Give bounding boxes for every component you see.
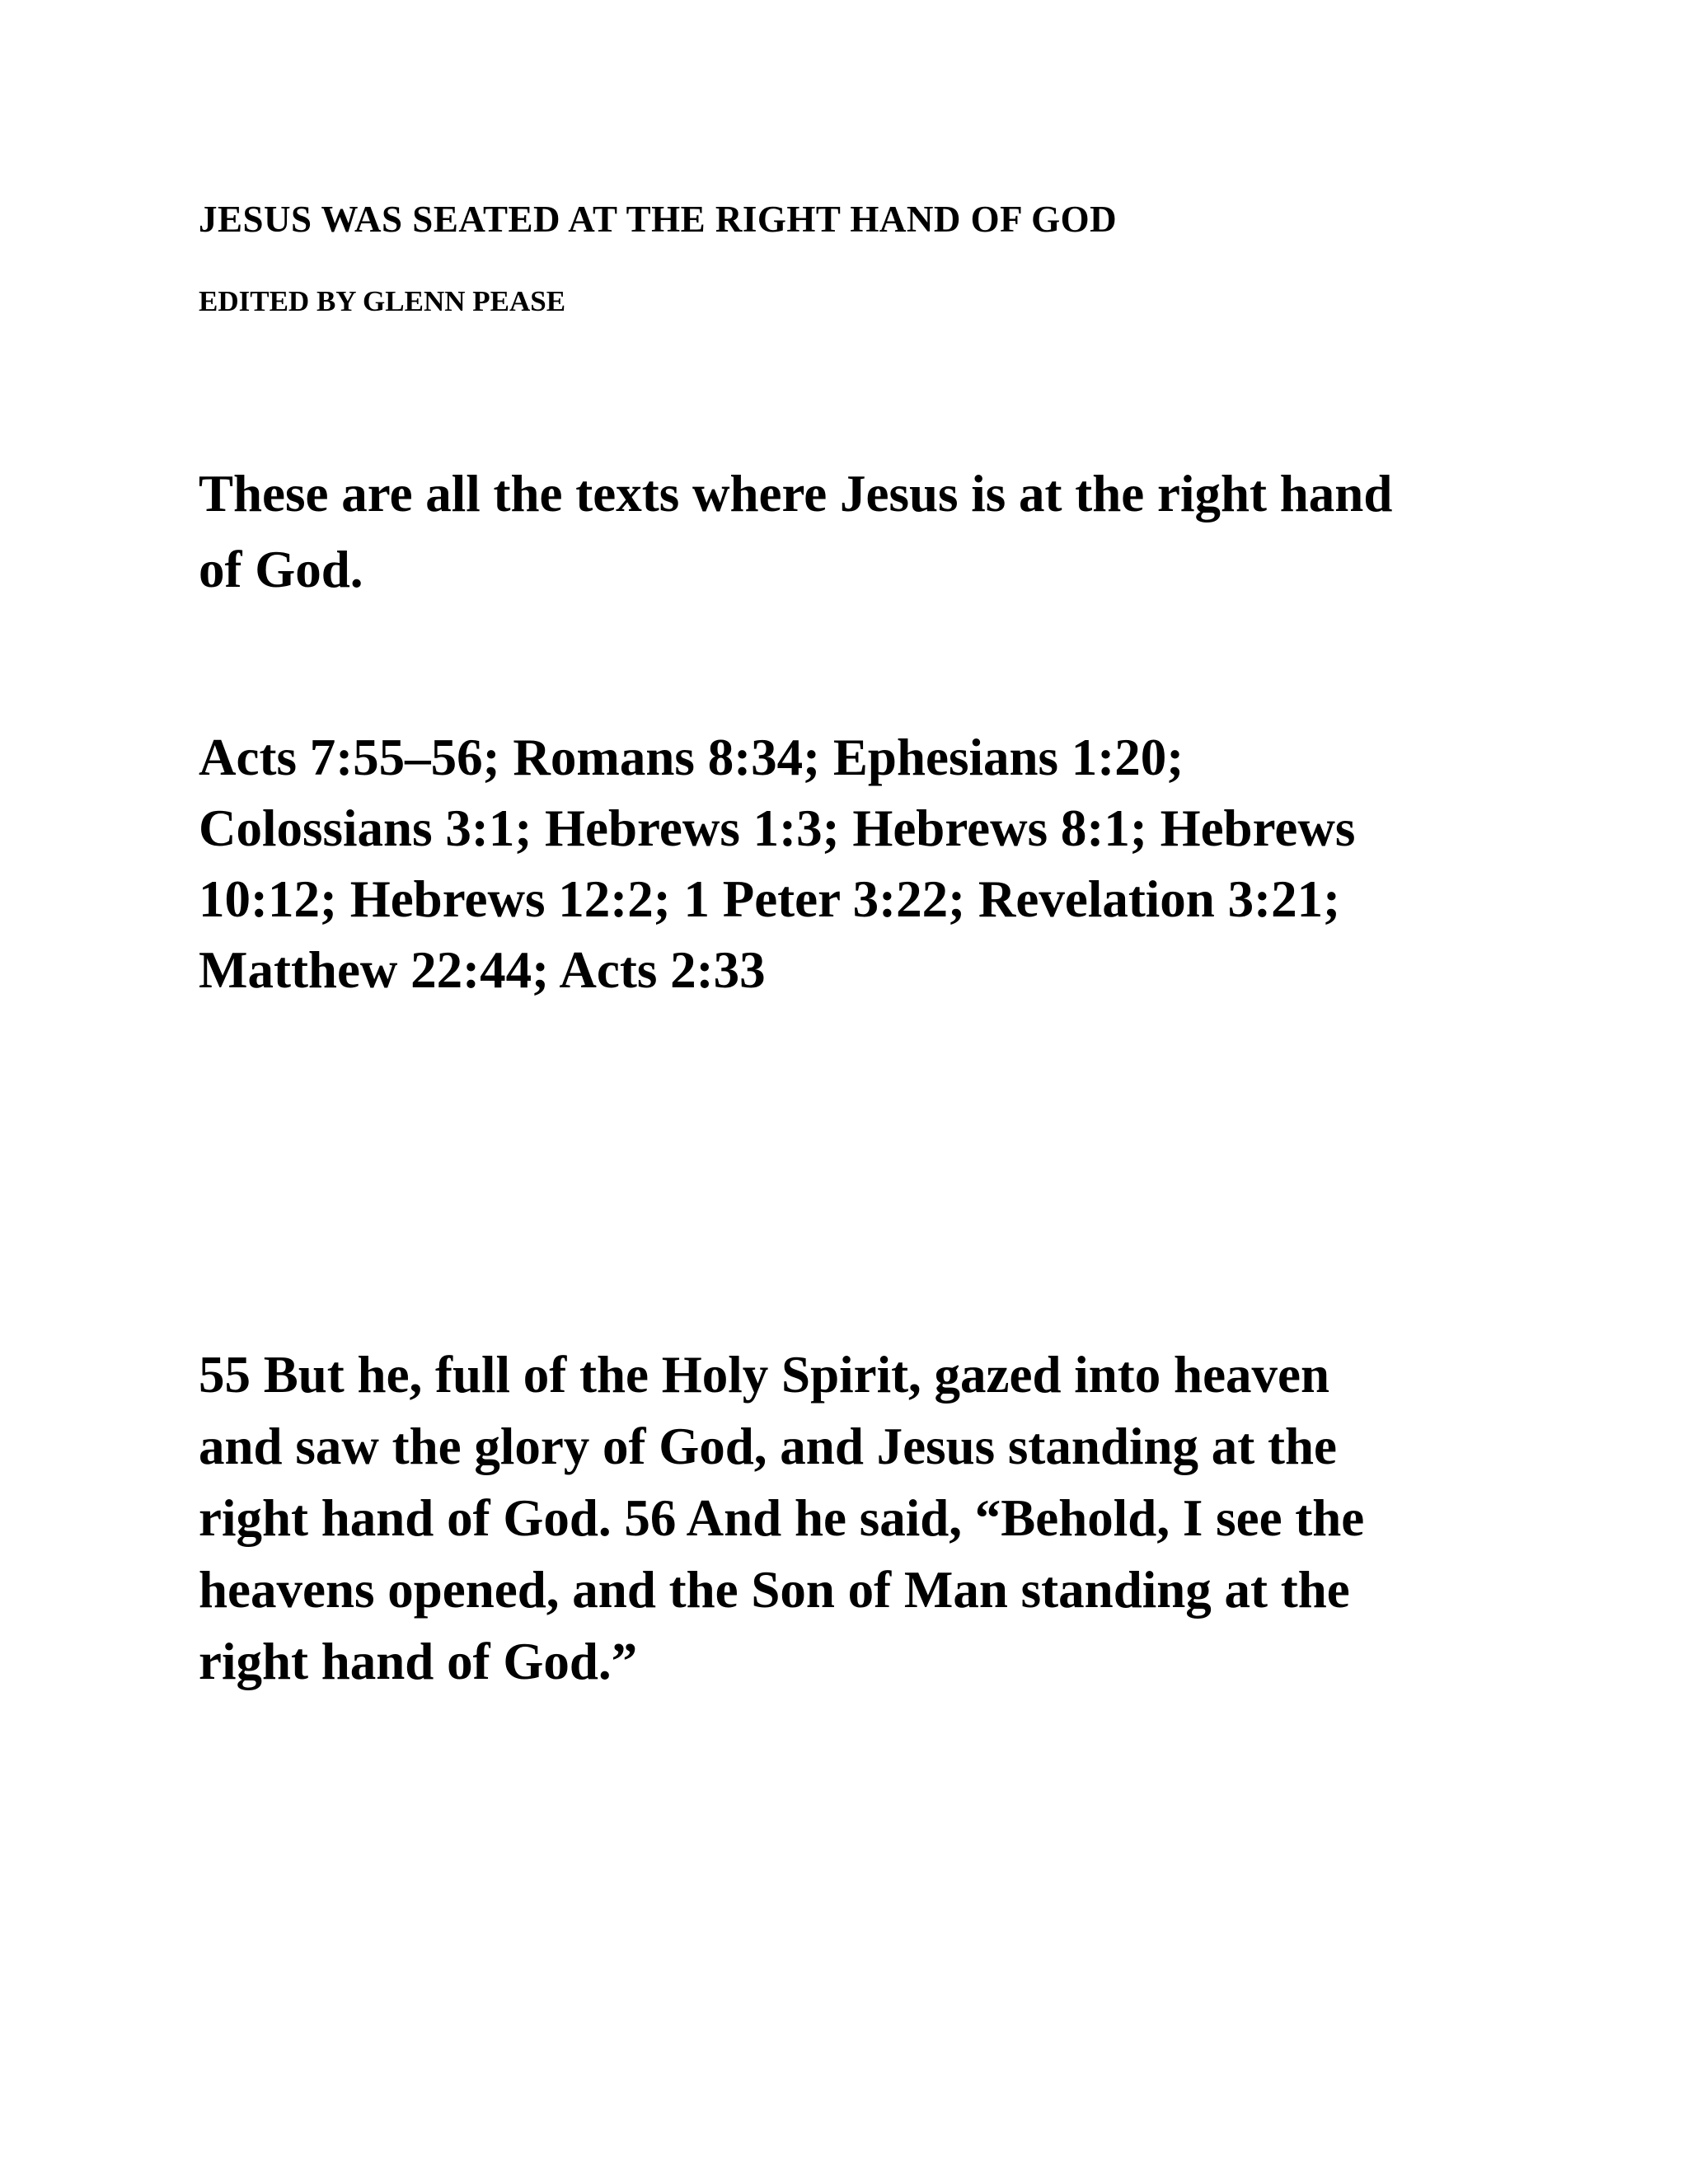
references-line: 10:12; Hebrews 12:2; 1 Peter 3:22; Revelation 3:21; <box>199 870 1341 928</box>
document-editor: EDITED BY GLENN PEASE <box>199 285 566 317</box>
passage-line: right hand of God.” <box>199 1633 638 1690</box>
intro-line: of God. <box>199 541 363 598</box>
intro-line: These are all the texts where Jesus is at the right hand <box>199 465 1393 523</box>
passage-line: right hand of God. 56 And he said, “Behold, I see the <box>199 1489 1365 1547</box>
references-paragraph <box>199 722 1517 1005</box>
document-title: JESUS WAS SEATED AT THE RIGHT HAND OF GOD <box>199 199 1118 240</box>
scripture-passage <box>199 1339 1517 1698</box>
passage-line: and saw the glory of God, and Jesus standing at the <box>199 1418 1337 1475</box>
references-line: Matthew 22:44; Acts 2:33 <box>199 941 766 999</box>
references-line: Colossians 3:1; Hebrews 1:3; Hebrews 8:1; Hebrews <box>199 799 1356 857</box>
passage-line: 55 But he, full of the Holy Spirit, gazed into heaven <box>199 1346 1330 1404</box>
intro-paragraph <box>199 456 1517 607</box>
references-line: Acts 7:55–56; Romans 8:34; Ephesians 1:20; <box>199 729 1184 786</box>
passage-line: heavens opened, and the Son of Man standing at the <box>199 1561 1350 1619</box>
